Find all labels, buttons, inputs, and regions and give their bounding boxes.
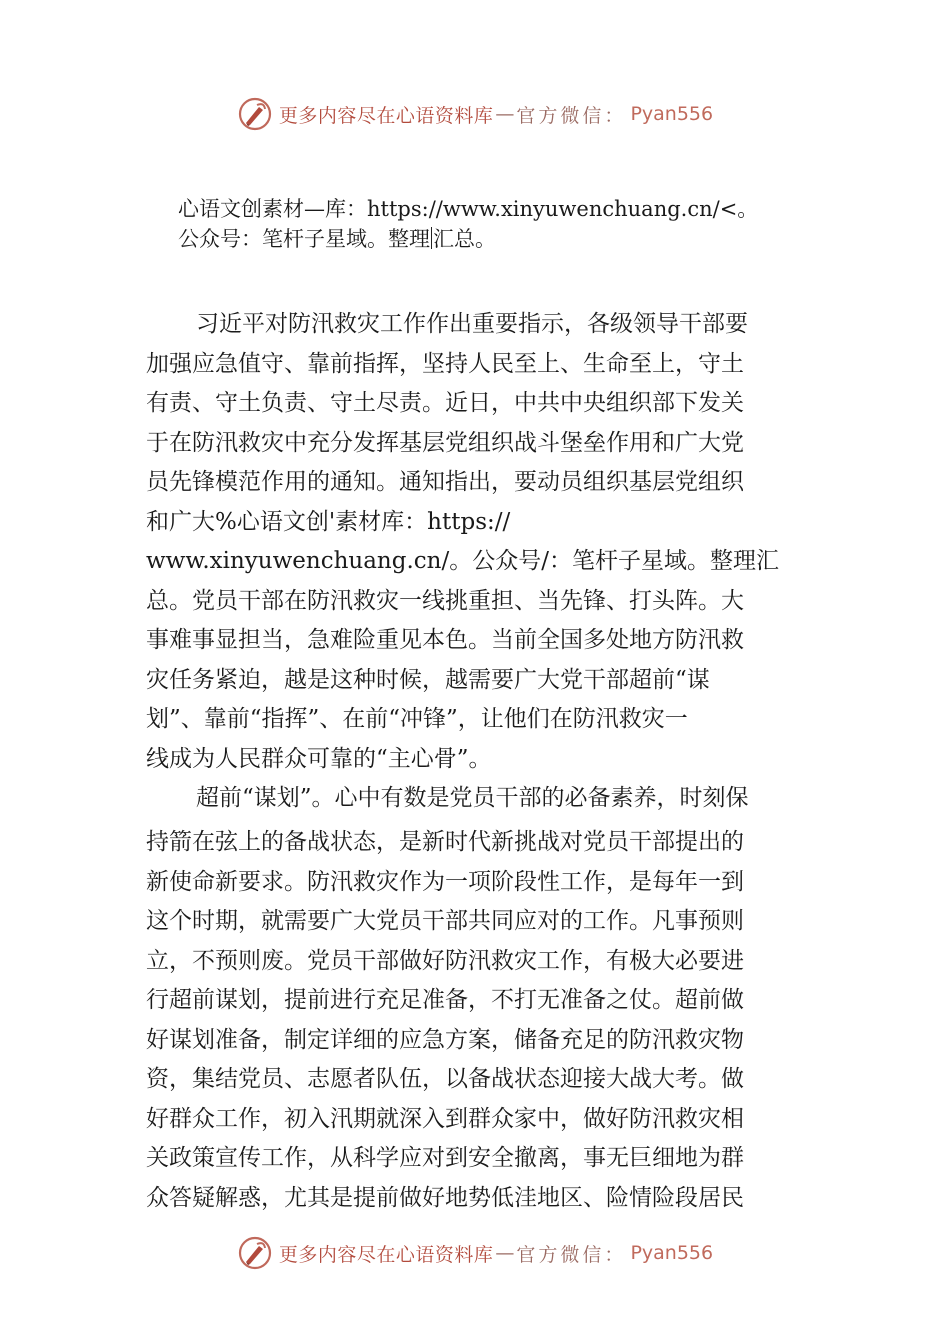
- source-note-line-1: 心语文创素材—库：https://www.xinyuwenchuang.cn/<。: [178, 197, 759, 221]
- banner-text: 更多内容尽在心语资料库: [278, 1243, 494, 1266]
- paragraph-line: 于在防汛救灾中充分发挥基层党组织战斗堡垒作用和广大党: [146, 429, 744, 456]
- source-note: [178, 194, 758, 254]
- paragraph-line: 众答疑解惑，尤其是提前做好地势低洼地区、险情险段居民: [146, 1184, 744, 1211]
- paragraph-line: 划”、靠前“指挥”、在前“冲锋”，让他们在防汛救灾一: [146, 706, 688, 732]
- text-cursor: [431, 227, 432, 249]
- source-note-text-end: 汇总。: [433, 227, 496, 251]
- paragraph-line: 灾任务紧迫，越是这种时候，越需要广大党干部超前“谋: [146, 666, 710, 693]
- banner-wechat-id: Pyan556: [630, 1242, 714, 1264]
- paragraph-line: 和广大%心语文创'素材库：https://: [146, 508, 511, 535]
- paragraph-line: 关政策宣传工作，从科学应对到安全撤离，事无巨细地为群: [146, 1145, 744, 1171]
- banner-separator: —: [495, 103, 515, 125]
- pen-logo-icon: [237, 1235, 273, 1271]
- pen-logo-icon: [237, 96, 273, 132]
- paragraph-line: 线成为人民群众可靠的“主心骨”。: [146, 745, 492, 772]
- source-note-line-2: [178, 224, 758, 254]
- paragraph-line: 员先锋模范作用的通知。通知指出，要动员组织基层党组织: [146, 469, 744, 495]
- paragraph-line: 事难事显担当，急难险重见本色。当前全国多处地方防汛救: [146, 627, 744, 653]
- footer-banner: [0, 1231, 950, 1275]
- paragraph-line: 立，不预则废。党员干部做好防汛救灾工作，有极大必要进: [146, 947, 744, 974]
- banner-separator: —: [495, 1242, 515, 1264]
- paragraph-line: 资，集结党员、志愿者队伍，以备战状态迎接大战大考。做: [146, 1066, 744, 1092]
- paragraph-line: 好谋划准备，制定详细的应急方案，储备充足的防汛救灾物: [146, 1026, 744, 1053]
- banner-wechat-id: Pyan556: [630, 103, 714, 125]
- paragraph-2: [146, 779, 826, 819]
- paragraph-line: 总。党员干部在防汛救灾一线挑重担、当先锋、打头阵。大: [146, 587, 744, 614]
- source-note-text: 公众号：笔杆子星域。整理: [178, 227, 430, 251]
- paragraph-line: www.xinyuwenchuang.cn/。公众号/：笔杆子星域。整理汇: [146, 548, 779, 574]
- paragraph-2-continued: [146, 823, 826, 1218]
- paragraph-line: 这个时期，就需要广大党员干部共同应对的工作。凡事预则: [146, 908, 744, 934]
- paragraph-line: 有责、守土负责、守土尽责。近日，中共中央组织部下发关: [146, 390, 744, 416]
- paragraph-line: 加强应急值守、靠前指挥，坚持人民至上、生命至上，守土: [146, 350, 744, 377]
- paragraph-line: 新使命新要求。防汛救灾作为一项阶段性工作，是每年一到: [146, 868, 744, 895]
- paragraph-line: 超前“谋划”。心中有数是党员干部的必备素养，时刻保: [196, 785, 749, 811]
- banner-wechat-label: 官方微信：: [516, 1243, 627, 1266]
- banner-wechat-label: 官方微信：: [516, 104, 627, 127]
- banner-text: 更多内容尽在心语资料库: [278, 104, 494, 127]
- paragraph-line: 行超前谋划，提前进行充足准备，不打无准备之仗。超前做: [146, 987, 744, 1013]
- paragraph-line: 持箭在弦上的备战状态，是新时代新挑战对党员干部提出的: [146, 829, 744, 855]
- paragraph-1: [146, 305, 826, 779]
- header-banner: [0, 92, 950, 136]
- paragraph-line: 习近平对防汛救灾工作作出重要指示，各级领导干部要: [196, 311, 748, 337]
- paragraph-line: 好群众工作，初入汛期就深入到群众家中，做好防汛救灾相: [146, 1105, 744, 1132]
